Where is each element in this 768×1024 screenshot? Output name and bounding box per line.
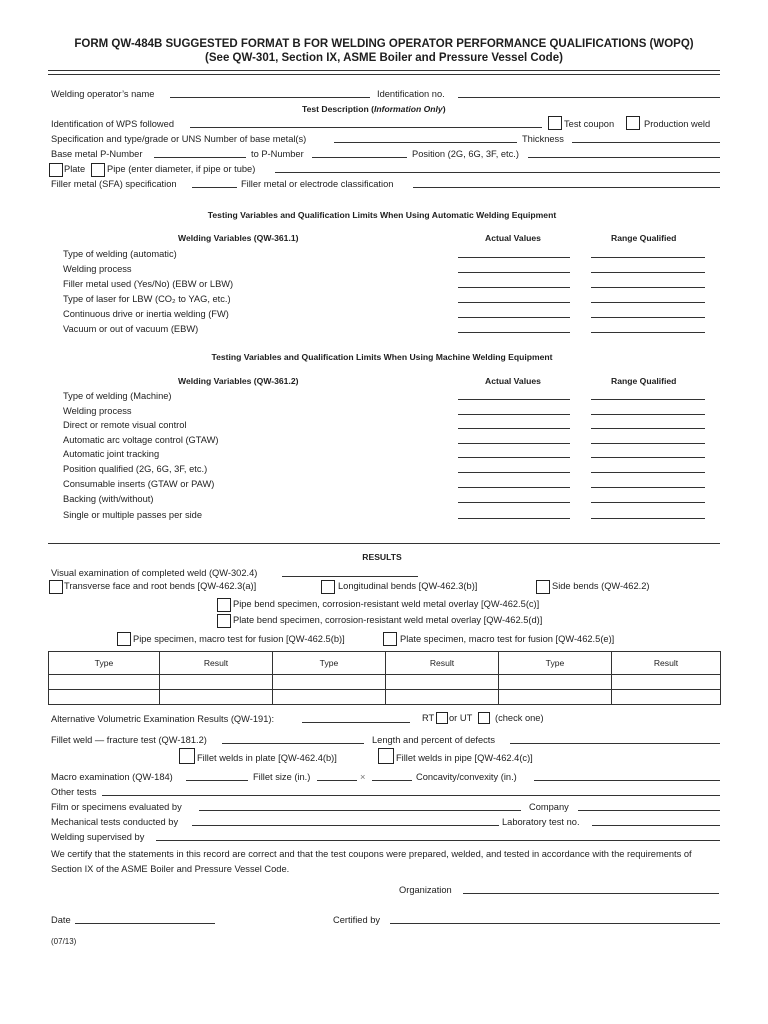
auto-actual-field[interactable] <box>458 257 570 258</box>
auto-row-label: Welding process <box>63 264 132 274</box>
fillet-size-label: Fillet size (in.) <box>253 772 311 782</box>
p-number-label: Base metal P-Number <box>51 149 143 159</box>
machine-actual-field[interactable] <box>458 487 570 488</box>
organization-label: Organization <box>399 885 452 895</box>
certification-statement: We certify that the statements in this record are correct and that the test coupons were prepared, welded, and tested in accordance with the requirements of Section IX of the ASME Boiler and Pressure Vessel Code. <box>51 849 692 874</box>
side-bends-label: Side bends (QW-462.2) <box>552 581 650 591</box>
concavity-label: Concavity/convexity (in.) <box>416 772 517 782</box>
auto-row-label: Type of welding (automatic) <box>63 249 177 259</box>
date-label: Date <box>51 915 71 925</box>
machine-row-label: Automatic arc voltage control (GTAW) <box>63 435 219 445</box>
table-row <box>49 675 721 690</box>
position-field[interactable] <box>528 157 720 158</box>
plate-macro-checkbox[interactable] <box>383 632 397 646</box>
machine-range-field[interactable] <box>591 472 705 473</box>
automatic-section-title: Testing Variables and Qualification Limits When Using Automatic Welding Equipment <box>207 210 557 220</box>
table-cell[interactable] <box>49 690 160 705</box>
thickness-field[interactable] <box>572 142 720 143</box>
machine-range-field[interactable] <box>591 428 705 429</box>
revision-date: (07/13) <box>51 937 77 946</box>
auto-range-field[interactable] <box>591 272 705 273</box>
table-header-result: Result <box>160 652 273 675</box>
fillet-size-field-2[interactable] <box>372 780 412 781</box>
table-header-type: Type <box>273 652 386 675</box>
table-cell[interactable] <box>386 675 499 690</box>
pipe-label: Pipe (enter diameter, if pipe or tube) <box>107 164 256 174</box>
test-coupon-checkbox[interactable] <box>548 116 562 130</box>
machine-row-label: Automatic joint tracking <box>63 449 160 459</box>
plate-bend-overlay-checkbox[interactable] <box>217 614 231 628</box>
company-label: Company <box>529 802 569 812</box>
mech-tests-label: Mechanical tests conducted by <box>51 817 179 827</box>
pipe-bend-overlay-checkbox[interactable] <box>217 598 231 612</box>
organization-field[interactable] <box>463 893 719 894</box>
table-cell[interactable] <box>273 690 386 705</box>
transverse-bends-label: Transverse face and root bends [QW-462.3(a)] <box>64 581 257 591</box>
base-metal-spec-field[interactable] <box>334 142 517 143</box>
auto-row-label: Continuous drive or inertia welding (FW) <box>63 309 229 319</box>
machine-range-field[interactable] <box>591 518 705 519</box>
pipe-checkbox[interactable] <box>91 163 105 177</box>
supervised-field[interactable] <box>156 840 720 841</box>
date-field[interactable] <box>75 923 215 924</box>
pipe-macro-label: Pipe specimen, macro test for fusion [QW-462.5(b)] <box>133 634 345 644</box>
fillet-size-field-1[interactable] <box>317 780 357 781</box>
machine-actual-field[interactable] <box>458 428 570 429</box>
visual-exam-field[interactable] <box>282 576 418 577</box>
machine-actual-field[interactable] <box>458 414 570 415</box>
plate-macro-label: Plate specimen, macro test for fusion [QW-462.5(e)] <box>400 634 615 644</box>
table-cell[interactable] <box>273 675 386 690</box>
length-percent-label: Length and percent of defects <box>372 735 496 745</box>
mech-tests-field[interactable] <box>192 825 499 826</box>
pipe-diameter-field[interactable] <box>275 172 720 173</box>
machine-actual-field[interactable] <box>458 399 570 400</box>
wps-field[interactable] <box>190 127 542 128</box>
filler-classification-field[interactable] <box>413 187 720 188</box>
thickness-label: Thickness <box>522 134 564 144</box>
position-label: Position (2G, 6G, 3F, etc.) <box>412 149 519 159</box>
auto-actual-field[interactable] <box>458 272 570 273</box>
identification-no-label: Identification no. <box>377 89 445 99</box>
machine-range-field[interactable] <box>591 443 705 444</box>
auto-actual-field[interactable] <box>458 302 570 303</box>
base-metal-spec-label: Specification and type/grade or UNS Number of base metal(s) <box>51 134 307 144</box>
table-cell[interactable] <box>499 690 612 705</box>
operator-name-field[interactable] <box>170 97 370 98</box>
certified-by-label: Certified by <box>333 915 381 925</box>
machine-row-label: Type of welding (Machine) <box>63 391 172 401</box>
check-one-label: (check one) <box>495 713 544 723</box>
fillet-fracture-label: Fillet weld — fracture test (QW-181.2) <box>51 735 207 745</box>
production-weld-label: Production weld <box>644 119 711 129</box>
machine-row-label: Welding process <box>63 406 132 416</box>
auto-range-field[interactable] <box>591 257 705 258</box>
rt-label: RT <box>422 713 435 723</box>
test-description-heading: Test Description (Information Only) <box>302 104 446 114</box>
lab-test-no-field[interactable] <box>592 825 720 826</box>
certified-by-field[interactable] <box>390 923 720 924</box>
fillet-fracture-field[interactable] <box>222 743 364 744</box>
visual-exam-label: Visual examination of completed weld (QW-302.4) <box>51 568 258 578</box>
operator-name-label: Welding operator’s name <box>51 89 155 99</box>
concavity-field[interactable] <box>534 780 720 781</box>
machine-range-field[interactable] <box>591 487 705 488</box>
header-rule-bottom <box>48 74 720 75</box>
machine-range-header: Range Qualified <box>611 376 677 386</box>
wps-label: Identification of WPS followed <box>51 119 174 129</box>
machine-row-label: Single or multiple passes per side <box>63 510 203 520</box>
transverse-bends-checkbox[interactable] <box>49 580 63 594</box>
to-p-number-field[interactable] <box>312 157 407 158</box>
table-cell[interactable] <box>49 675 160 690</box>
p-number-field[interactable] <box>154 157 246 158</box>
machine-section-title: Testing Variables and Qualification Limits When Using Machine Welding Equipment <box>211 352 553 362</box>
results-title: RESULTS <box>362 552 402 562</box>
machine-row-label: Consumable inserts (GTAW or PAW) <box>63 479 215 489</box>
machine-actual-header: Actual Values <box>485 376 541 386</box>
volumetric-label: Alternative Volumetric Examination Results (QW-191): <box>51 714 275 724</box>
plate-bend-overlay-label: Plate bend specimen, corrosion-resistant weld metal overlay [QW-462.5(d)] <box>233 615 543 625</box>
lab-test-no-label: Laboratory test no. <box>502 817 580 827</box>
production-weld-checkbox[interactable] <box>626 116 640 130</box>
macro-exam-field[interactable] <box>186 780 248 781</box>
plate-checkbox[interactable] <box>49 163 63 177</box>
results-table-header-row <box>49 652 721 675</box>
machine-range-field[interactable] <box>591 502 705 503</box>
machine-actual-field[interactable] <box>458 518 570 519</box>
auto-actual-field[interactable] <box>458 317 570 318</box>
table-header-type: Type <box>499 652 612 675</box>
table-header-result: Result <box>386 652 499 675</box>
results-divider <box>48 543 720 544</box>
film-evaluated-label: Film or specimens evaluated by <box>51 802 182 812</box>
plate-label: Plate <box>64 164 86 174</box>
to-p-number-label: to P-Number <box>251 149 304 159</box>
automatic-range-header: Range Qualified <box>611 233 677 243</box>
fillet-pipe-checkbox[interactable] <box>378 748 394 764</box>
other-tests-label: Other tests <box>51 787 97 797</box>
longitudinal-bends-checkbox[interactable] <box>321 580 335 594</box>
table-cell[interactable] <box>160 675 273 690</box>
film-evaluated-field[interactable] <box>199 810 521 811</box>
ut-label: or UT <box>449 713 473 723</box>
auto-row-label: Vacuum or out of vacuum (EBW) <box>63 324 199 334</box>
ut-checkbox[interactable] <box>478 712 490 724</box>
machine-row-label: Backing (with/without) <box>63 494 154 504</box>
machine-variables-header: Welding Variables (QW-361.2) <box>178 376 299 386</box>
macro-exam-label: Macro examination (QW-184) <box>51 772 173 782</box>
auto-range-field[interactable] <box>591 317 705 318</box>
longitudinal-bends-label: Longitudinal bends [QW-462.3(b)] <box>338 581 478 591</box>
side-bends-checkbox[interactable] <box>536 580 550 594</box>
table-cell[interactable] <box>612 690 721 705</box>
auto-row-label: Type of laser for LBW (CO₂ to YAG, etc.) <box>63 294 231 304</box>
times-symbol: × <box>360 772 366 782</box>
auto-range-field[interactable] <box>591 287 705 288</box>
auto-row-label: Filler metal used (Yes/No) (EBW or LBW) <box>63 279 234 289</box>
automatic-variables-header: Welding Variables (QW-361.1) <box>178 233 299 243</box>
filler-classification-label: Filler metal or electrode classification <box>241 179 394 189</box>
machine-row-label: Direct or remote visual control <box>63 420 187 430</box>
machine-actual-field[interactable] <box>458 502 570 503</box>
machine-actual-field[interactable] <box>458 457 570 458</box>
auto-actual-field[interactable] <box>458 332 570 333</box>
automatic-actual-header: Actual Values <box>485 233 541 243</box>
header-rule-top <box>48 70 720 71</box>
table-cell[interactable] <box>612 675 721 690</box>
volumetric-field[interactable] <box>302 722 410 723</box>
other-tests-field[interactable] <box>102 795 720 796</box>
table-header-result: Result <box>612 652 721 675</box>
table-cell[interactable] <box>386 690 499 705</box>
auto-actual-field[interactable] <box>458 287 570 288</box>
pipe-macro-checkbox[interactable] <box>117 632 131 646</box>
auto-range-field[interactable] <box>591 302 705 303</box>
rt-checkbox[interactable] <box>436 712 448 724</box>
pipe-bend-overlay-label: Pipe bend specimen, corrosion-resistant weld metal overlay [QW-462.5(c)] <box>233 599 540 609</box>
form-subtitle: (See QW-301, Section IX, ASME Boiler and Pressure Vessel Code) <box>205 52 563 64</box>
table-row <box>49 690 721 705</box>
results-table <box>48 651 721 705</box>
test-coupon-label: Test coupon <box>564 119 615 129</box>
auto-range-field[interactable] <box>591 332 705 333</box>
filler-sfa-label: Filler metal (SFA) specification <box>51 179 177 189</box>
fillet-plate-checkbox[interactable] <box>179 748 195 764</box>
length-percent-field[interactable] <box>510 743 720 744</box>
identification-no-field[interactable] <box>458 97 720 98</box>
machine-row-label: Position qualified (2G, 6G, 3F, etc.) <box>63 464 208 474</box>
fillet-pipe-label: Fillet welds in pipe [QW-462.4(c)] <box>396 753 533 763</box>
machine-range-field[interactable] <box>591 399 705 400</box>
machine-actual-field[interactable] <box>458 472 570 473</box>
table-header-type: Type <box>49 652 160 675</box>
machine-actual-field[interactable] <box>458 443 570 444</box>
supervised-label: Welding supervised by <box>51 832 145 842</box>
machine-range-field[interactable] <box>591 414 705 415</box>
fillet-plate-label: Fillet welds in plate [QW-462.4(b)] <box>197 753 337 763</box>
form-title: FORM QW-484B SUGGESTED FORMAT B FOR WELDING OPERATOR PERFORMANCE QUALIFICATIONS (WOPQ) <box>74 38 694 50</box>
company-field[interactable] <box>578 810 720 811</box>
filler-sfa-field[interactable] <box>192 187 237 188</box>
table-cell[interactable] <box>499 675 612 690</box>
machine-range-field[interactable] <box>591 457 705 458</box>
table-cell[interactable] <box>160 690 273 705</box>
